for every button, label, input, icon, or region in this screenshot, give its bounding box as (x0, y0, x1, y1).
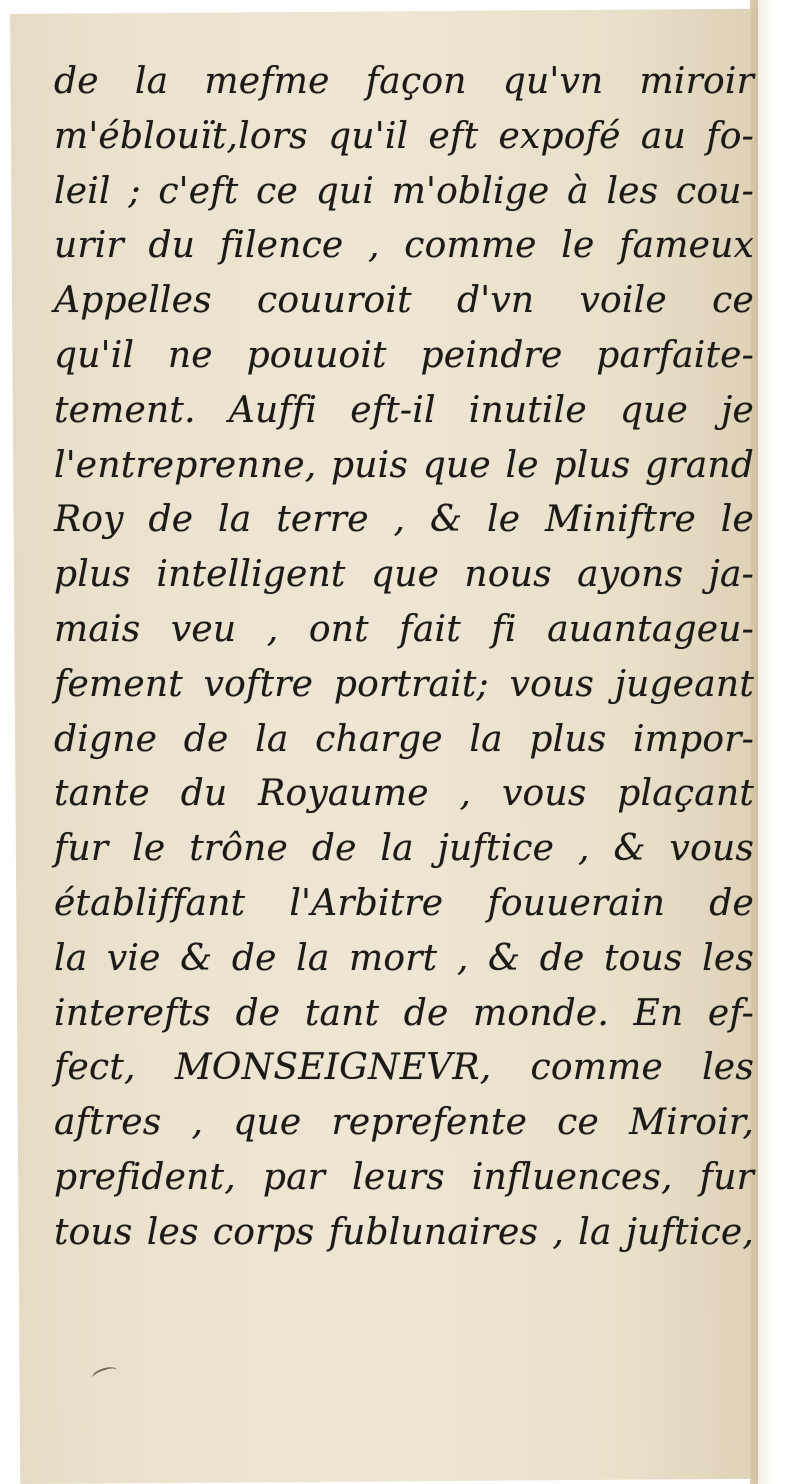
text-line-22: tous les corps fublunaires , la juftice, (54, 1211, 754, 1253)
page-margin-edge (758, 0, 800, 1484)
text-line-9: Roy de la terre , & le Miniftre le (54, 499, 754, 541)
text-line-3: leil ; c'eft ce qui m'oblige à les cou- (54, 170, 754, 212)
text-line-2: m'éblouït,lors qu'il eft expofé au fo- (54, 115, 754, 157)
text-line-20: aftres , que reprefente ce Miroir, (54, 1102, 754, 1144)
text-line-6: qu'il ne pouuoit peindre parfaite- (54, 334, 754, 376)
text-line-16: établiffant l'Arbitre fouuerain de (54, 882, 754, 924)
text-line-19: fect, MONSEIGNEVR, comme les (54, 1047, 754, 1089)
text-line-8: l'entreprenne, puis que le plus grand (54, 444, 754, 486)
text-line-15: fur le trône de la juftice , & vous (54, 828, 754, 870)
text-line-4: urir du filence , comme le fameux (54, 225, 754, 267)
text-line-10: plus intelligent que nous ayons ja- (54, 554, 754, 596)
text-line-5: Appelles couuroit d'vn voile ce (54, 280, 754, 322)
text-line-14: tante du Royaume , vous plaçant (54, 773, 754, 815)
text-line-18: interefts de tant de monde. En ef- (54, 992, 754, 1034)
text-line-21: prefident, par leurs influences, fur (54, 1156, 754, 1198)
text-line-11: mais veu , ont fait fi auantageu- (54, 608, 754, 650)
text-line-7: tement. Auffi eft-il inutile que je (54, 389, 754, 431)
body-text (54, 55, 754, 1261)
text-line-17: la vie & de la mort , & de tous les (54, 937, 754, 979)
text-line-12: fement voftre portrait; vous jugeant (54, 663, 754, 705)
text-line-1: de la mefme façon qu'vn miroir (54, 61, 754, 102)
text-line-13: digne de la charge la plus impor- (54, 718, 754, 760)
